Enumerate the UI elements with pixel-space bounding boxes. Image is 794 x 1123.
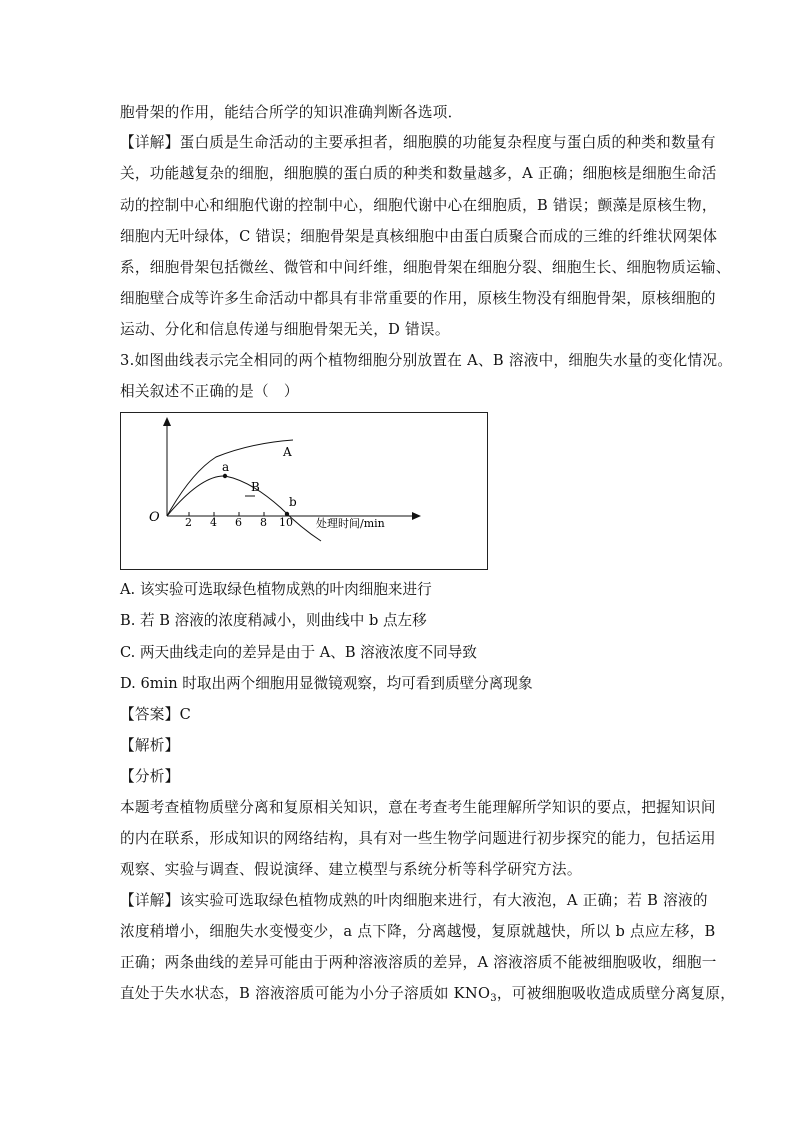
x-axis-label: 处理时间/min <box>316 517 385 530</box>
text-line: 系，细胞骨架包括微丝、微管和中间纤维，细胞骨架在细胞分裂、细胞生长、细胞物质运输、 <box>120 259 731 276</box>
point-a-marker <box>223 474 227 478</box>
text-line: 【详解】蛋白质是生命活动的主要承担者，细胞膜的功能复杂程度与蛋白质的种类和数量有 <box>120 134 716 151</box>
curve-b-label: B <box>251 480 260 494</box>
x-tick-label: 6 <box>235 516 242 529</box>
answer-line: 【答案】C <box>120 706 192 723</box>
curve-a <box>167 440 293 516</box>
x-tick-label: 2 <box>185 516 192 529</box>
x-tick-label: 8 <box>260 516 267 529</box>
curve-a-label: A <box>283 445 292 459</box>
text-line: 细胞内无叶绿体，C 错误；细胞骨架是真核细胞中由蛋白质聚合而成的三维的纤维状网架体 <box>120 228 718 245</box>
figure-box <box>120 412 488 570</box>
text-segment: ，可被细胞吸收造成质壁分离复原， <box>496 985 736 1002</box>
text-line-last <box>120 984 736 1006</box>
origin-label: O <box>149 510 160 525</box>
x-axis-arrow <box>412 512 421 520</box>
point-a-label: a <box>222 460 230 474</box>
text-line: 细胞壁合成等许多生命活动中都具有非常重要的作用，原核生物没有细胞骨架，原核细胞的 <box>120 290 716 307</box>
option-d: D. 6min 时取出两个细胞用显微镜观察，均可看到质壁分离现象 <box>120 675 533 692</box>
text-line: 本题考查植物质壁分离和复原相关知识，意在考查考生能理解所学知识的要点，把握知识间 <box>120 799 716 816</box>
point-b-label: b <box>289 495 297 509</box>
analysis-heading: 【解析】 <box>120 737 180 754</box>
text-segment: 直处于失水状态，B 溶液溶质可能为小分子溶质如 KNO <box>120 985 491 1002</box>
x-tick-label: 10 <box>279 516 293 529</box>
text-line: 的内在联系，形成知识的网络结构，具有对一些生物学问题进行初步探究的能力，包括运用 <box>120 830 716 847</box>
text-line: 运动、分化和信息传递与细胞骨架无关，D 错误。 <box>120 321 450 338</box>
text-line: 正确；两条曲线的差异可能由于两种溶液溶质的差异，A 溶液溶质不能被细胞吸收，细胞一 <box>120 954 717 971</box>
fenxi-heading: 【分析】 <box>120 768 180 785</box>
text-line: 浓度稍增小，细胞失水变慢变少，a 点下降，分离越慢，复原就越快，所以 b 点应左移，B <box>120 923 716 940</box>
option-b: B. 若 B 溶液的浓度稍减小，则曲线中 b 点左移 <box>120 612 427 629</box>
text-line: 【详解】该实验可选取绿色植物成熟的叶肉细胞来进行，有大液泡，A 正确；若 B 溶液的 <box>120 892 708 909</box>
subscript: 3 <box>490 993 497 1004</box>
text-line: 胞骨架的作用，能结合所学的知识准确判断各选项． <box>120 104 463 121</box>
water-loss-diagram <box>121 413 489 571</box>
question-line-2: 相关叙述不正确的是（ ） <box>120 383 299 400</box>
point-b-marker <box>285 512 289 516</box>
x-tick-label: 4 <box>210 516 217 529</box>
text-line: 观察、实验与调查、假说演绎、建立模型与系统分析等科学研究方法。 <box>120 861 582 878</box>
question-line-1: 3.如图曲线表示完全相同的两个植物细胞分别放置在 A、B 溶液中，细胞失水量的变化情况。 <box>120 352 733 369</box>
text-line: 动的控制中心和细胞代谢的控制中心，细胞代谢中心在细胞质，B 错误；颤藻是原核生物， <box>120 197 717 214</box>
curve-b <box>167 476 321 541</box>
y-axis-arrow <box>163 417 171 426</box>
option-a: A. 该实验可选取绿色植物成熟的叶肉细胞来进行 <box>120 581 432 598</box>
text-line: 关，功能越复杂的细胞，细胞膜的蛋白质的种类和数量越多，A 正确；细胞核是细胞生命活 <box>120 165 717 182</box>
option-c: C. 两天曲线走向的差异是由于 A、B 溶液浓度不同导致 <box>120 644 477 661</box>
